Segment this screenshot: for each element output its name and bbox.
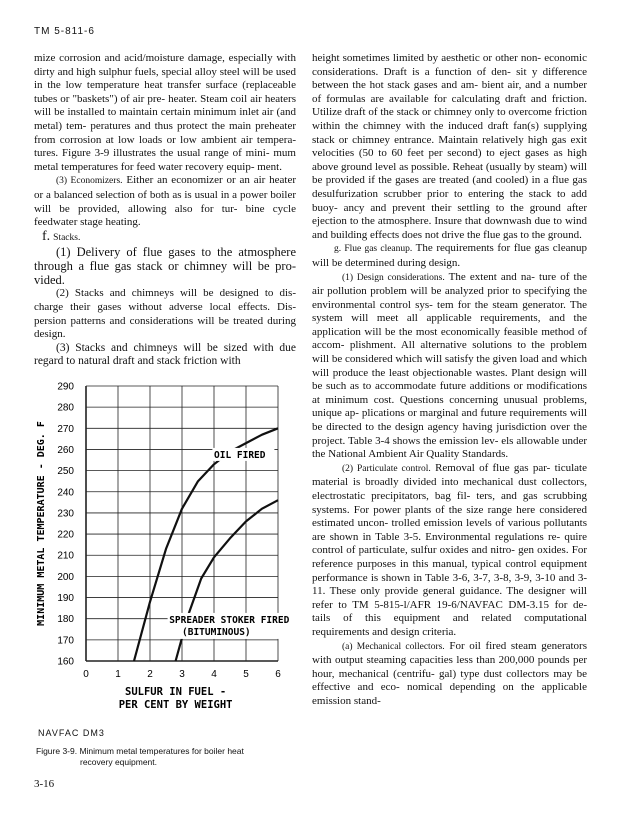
right-paragraph-design: [312, 271, 587, 462]
y-tick-label: 260: [57, 444, 74, 456]
x-tick-label: 0: [83, 669, 89, 680]
x-tick-label: 3: [179, 669, 185, 680]
left-paragraph-stacks-2: (2) Stacks and chimneys will be designed to dis- charge their gases without adverse local effects. Dis- persion patterns and considerations will be treated during design.: [34, 287, 296, 341]
left-paragraph-stacks-3: (3) Stacks and chimneys will be sized with due regard to natural draft and stack friction with: [34, 341, 296, 368]
left-paragraph-stacks-1: (1) Delivery of flue gases to the atmosphere through a flue gas stack or chimney will be pro- vided.: [34, 245, 296, 288]
x-tick-labels: [83, 669, 281, 680]
economizers-text: Either an economizer or an air heater or a balanced selection of both as is usual in a power boiler will be provided, allowing also for tur- bine cycle feedwater stage heating.: [34, 174, 296, 229]
right-paragraph-mechanical: [312, 640, 587, 709]
figure-caption-line-1: Figure 3-9. Minimum metal temperatures for boiler heat: [36, 746, 244, 756]
y-tick-label: 270: [57, 423, 74, 435]
x-axis-label-line-1: SULFUR IN FUEL -: [125, 686, 227, 698]
mechanical-collectors-text: For oil fired steam generators with output steaming capacities less than 200,000 pounds per hour, mechanical (centrifu- gal) type dust collectors may be effective and eco- nomical depending on the applicable emission stand-: [312, 639, 587, 707]
economizers-heading: (3) Economizers.: [56, 176, 123, 187]
page-number: 3-16: [34, 778, 55, 790]
stoker-label-line-1: SPREADER STOKER FIRED: [169, 614, 290, 626]
y-tick-label: 230: [57, 508, 74, 520]
y-tick-label: 210: [57, 550, 74, 562]
running-header: TM 5-811-6: [34, 26, 95, 37]
figure-caption-line-2: recovery equipment.: [80, 757, 158, 767]
section-g-text: The requirements for flue gas cleanup will be determined during design.: [312, 242, 587, 269]
right-column: [312, 52, 587, 709]
right-paragraph-draft: height sometimes limited by aesthetic or other non- economic considerations. Draft is a function of den- sit y difference between the hot stack gases and am- bient air, and a number of formulas are available for calculating draft and friction. Utilize draft of the stack or chimney only to overcome friction within the chimney with the induced draft fan(s) supplying stack or chimney entrance. Maintain relatively high gas exit velocities (50 to 60 feet per second) to eject gases as high above ground level as possible. Reheat (usually by steam) will be provided if the gases are treated (and cooled) in a flue gas desulfurization scrubber prior to entering the stack to add buoy- ancy and prevent their settling to the ground after ejection to the atmosphere. Insure that downwash due to wind and building effects does not drive the flue gas to the ground.: [312, 52, 587, 241]
y-tick-label: 240: [57, 487, 74, 499]
y-tick-label: 280: [57, 402, 74, 414]
section-f-title: Stacks.: [53, 232, 81, 243]
section-f-heading: [34, 230, 296, 246]
y-tick-label: 250: [57, 466, 74, 478]
stoker-label-line-2: (BITUMINOUS): [182, 626, 251, 638]
left-column: [34, 52, 296, 369]
y-tick-label: 190: [57, 593, 74, 605]
design-considerations-text: The extent and na- ture of the air pollution problem will be analyzed prior to specifying the environmental control sys- tem for the steam generator. The system will meet all applicable requirements, and the application will be the most economically feasible method of accom- plishment. All alternative solutions to the problem will be considered which will satisfy the given load and which will produce the least objectionable wastes. Plant design will be such as to accommodate future additions or modifications at minimum cost. Questions concerning unusual problems, unique ap- plications or marginal and future requirements will be directed to the design agency having jurisdiction over the project. Table 3-4 shows the emission lev- els allowable under the National Ambient Air Quality Standards.: [312, 270, 587, 461]
particulate-control-text: Removal of flue gas par- ticulate material is broadly divided into mechanical dust collectors, electrostatic precipitators, bag fil- ters, and gas scrubbing systems. For power plants of the size range here considered estimated uncon- trolled emission levels of various pollutants are shown in Table 3-5. Environmental regulations re- quire control of particulate, sulfur oxides and nitro- gen oxides. For reference purposes in this manual, typical control equipment performance is shown in Table 3-6, 3-7, 3-8, 3-9, 3-10 and 3-11. These only provide general guidance. The designer will refer to TM 5-815-l/AFR 19-6/NAVFAC DM-3.15 for de- tails of this equipment and related computational requirements and design criteria.: [312, 461, 587, 638]
section-g-heading: g. Flue gas cleanup.: [334, 244, 413, 255]
x-tick-label: 5: [243, 669, 249, 680]
y-tick-label: 160: [57, 656, 74, 668]
figure-3-9-chart: [34, 378, 296, 723]
x-tick-label: 2: [147, 669, 153, 680]
section-f-letter: f.: [42, 228, 51, 244]
x-axis-label-line-2: PER CENT BY WEIGHT: [118, 699, 233, 711]
right-paragraph-particulate: [312, 462, 587, 640]
y-tick-label: 200: [57, 571, 74, 583]
chart-svg: [34, 378, 296, 723]
x-tick-label: 6: [275, 669, 281, 680]
y-tick-label: 170: [57, 635, 74, 647]
mechanical-collectors-heading: (a) Mechanical collectors.: [342, 641, 445, 652]
x-tick-label: 4: [211, 669, 217, 680]
figure-caption: [36, 746, 286, 768]
section-g: [312, 242, 587, 270]
y-tick-label: 290: [57, 381, 74, 393]
y-tick-label: 180: [57, 614, 74, 626]
figure-source: NAVFAC DM3: [38, 728, 105, 738]
oil-fired-label: OIL FIRED: [214, 449, 266, 461]
x-tick-label: 1: [115, 669, 121, 680]
y-tick-labels: [57, 382, 74, 668]
design-considerations-heading: (1) Design considerations.: [342, 272, 445, 283]
left-paragraph-economizers: [34, 174, 296, 229]
particulate-control-heading: (2) Particulate control.: [342, 463, 431, 474]
left-paragraph-1: mize corrosion and acid/moisture damage, especially with dirty and high sulphur fuels, special alloy steel will be used in the low temperature heat transfer surface (replaceable tubes or "baskets") of air pre- heater. Steam coil air heaters will be installed to maintain certain minimum inlet air (and metal) tem- peratures and thus protect the main preheater from corrosion at low loads or low ambient air tempera- tures. Figure 3-9 illustrates the usual range of mini- mum metal temperatures for feed water recovery equip- ment.: [34, 52, 296, 173]
chart-labels: [36, 421, 296, 711]
y-axis-label: MINIMUM METAL TEMPERATURE - DEG. F: [36, 421, 47, 626]
y-tick-label: 220: [57, 529, 74, 541]
